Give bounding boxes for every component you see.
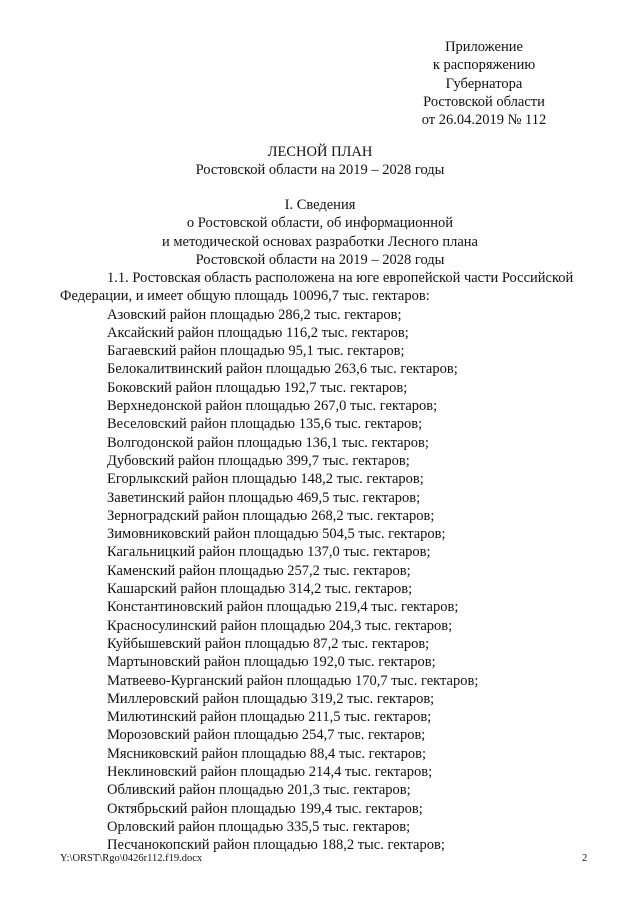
district-item: Зерноградский район площадью 268,2 тыс. гектаров; [107, 507, 435, 524]
district-item: Боковский район площадью 192,7 тыс. гектаров; [107, 379, 408, 396]
district-item: Егорлыкский район площадью 148,2 тыс. гектаров; [107, 471, 424, 488]
district-item: Мясниковский район площадью 88,4 тыс. гектаров; [107, 745, 426, 762]
district-item: Октябрьский район площадью 199,4 тыс. гектаров; [107, 800, 423, 817]
appendix-line: к распоряжению [432, 57, 536, 74]
district-item: Куйбышевский район площадью 87,2 тыс. гектаров; [107, 635, 430, 652]
appendix-block [364, 38, 564, 129]
district-item: Морозовский район площадью 254,7 тыс. гектаров; [107, 727, 426, 744]
title-line: ЛЕСНОЙ ПЛАН [267, 144, 373, 160]
district-item: Веселовский район площадью 135,6 тыс. гектаров; [107, 416, 423, 433]
district-item: Кашарский район площадью 314,2 тыс. гектаров; [107, 581, 413, 598]
district-item: Песчанокопский район площадью 188,2 тыс. гектаров; [107, 837, 445, 854]
intro-paragraph: 1.1. Ростовская область расположена на юге европейской части Российской Федерации, и имеет общую площадь 10096,7 тыс. гектаров: [60, 270, 574, 305]
district-item: Миллеровский район площадью 319,2 тыс. гектаров; [107, 690, 435, 707]
section-heading [0, 196, 640, 269]
district-item: Константиновский район площадью 219,4 тыс. гектаров; [107, 599, 459, 616]
district-item: Верхнедонской район площадью 267,0 тыс. гектаров; [107, 398, 438, 415]
appendix-line: Ростовской области [423, 93, 545, 110]
district-item: Кагальницкий район площадью 137,0 тыс. гектаров; [107, 544, 431, 561]
section-heading-line: и методической основах разработки Лесного плана [162, 233, 478, 250]
district-item: Милютинский район площадью 211,5 тыс. гектаров; [107, 709, 432, 726]
section-heading-line: о Ростовской области, об информационной [186, 215, 454, 232]
district-item: Волгодонской район площадью 136,1 тыс. гектаров; [107, 434, 429, 451]
section-heading-line: Ростовской области на 2019 – 2028 годы [195, 251, 445, 268]
district-item: Аксайский район площадью 116,2 тыс. гектаров; [107, 324, 409, 341]
district-item: Орловский район площадью 335,5 тыс. гектаров; [107, 818, 411, 835]
district-item: Мартыновский район площадью 192,0 тыс. гектаров; [107, 654, 436, 671]
page-number: 2 [582, 853, 588, 864]
appendix-line: Приложение [445, 39, 523, 55]
district-item: Красносулинский район площадью 204,3 тыс. гектаров; [107, 617, 453, 634]
section-heading-line: I. Сведения [284, 197, 356, 213]
district-item: Дубовский район площадью 399,7 тыс. гектаров; [107, 452, 410, 469]
district-item: Матвеево-Курганский район площадью 170,7 тыс. гектаров; [107, 672, 479, 689]
subtitle-line: Ростовской области на 2019 – 2028 годы [195, 162, 445, 179]
document-title [0, 143, 640, 180]
district-item: Белокалитвинский район площадью 263,6 тыс. гектаров; [107, 361, 458, 378]
district-list [60, 306, 600, 855]
body-text [60, 269, 600, 855]
district-item: Неклиновский район площадью 214,4 тыс. гектаров; [107, 764, 433, 781]
appendix-line: Губернатора [445, 75, 523, 92]
district-item: Азовский район площадью 286,2 тыс. гектаров; [107, 306, 402, 323]
district-item: Каменский район площадью 257,2 тыс. гектаров; [107, 562, 411, 579]
district-item: Зимовниковский район площадью 504,5 тыс. гектаров; [107, 526, 446, 543]
footer-file-path: Y:\ORST\Rgo\0426r112.f19.docx [60, 853, 203, 864]
appendix-line: от 26.04.2019 № 112 [421, 112, 547, 129]
district-item: Багаевский район площадью 95,1 тыс. гектаров; [107, 343, 405, 360]
district-item: Обливский район площадью 201,3 тыс. гектаров; [107, 782, 411, 799]
district-item: Заветинский район площадью 469,5 тыс. гектаров; [107, 489, 421, 506]
